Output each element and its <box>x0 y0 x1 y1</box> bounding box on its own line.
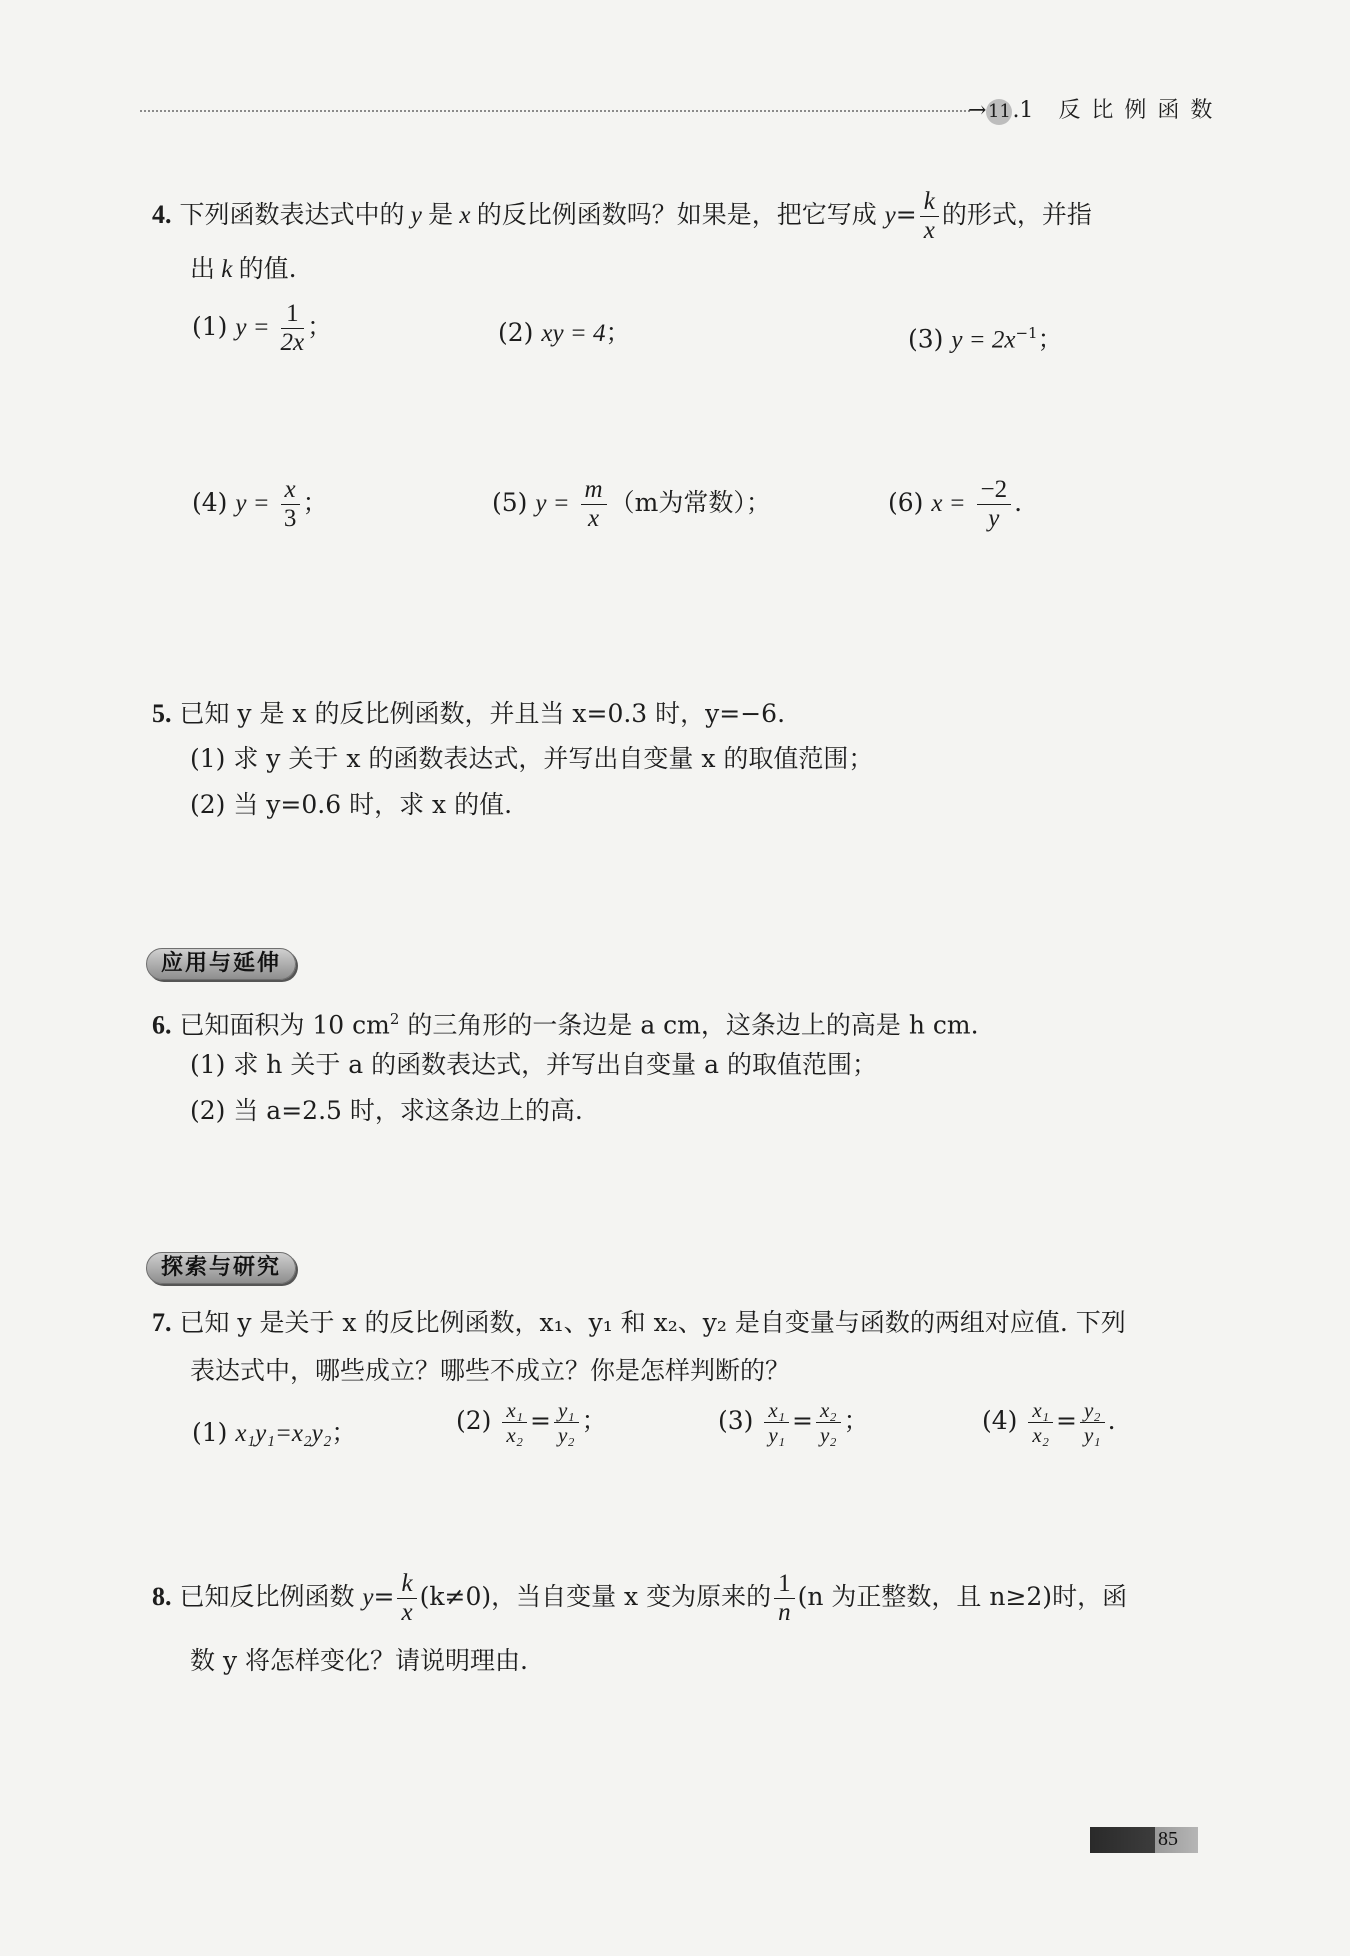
q4-part3: (3) $y = 2x^{-1}$； <box>908 324 1063 354</box>
q4-part5: (5) y = $\frac{m}{x}$ （m为常数）； <box>492 476 771 532</box>
chapter-circle: 11 <box>986 99 1012 125</box>
q6-line1: 6. 已知面积为 10 $cm^2$ 的三角形的一条边是 a cm，这条边上的高是 h cm. <box>152 1010 979 1040</box>
q4-part2: (2) xy = 4； <box>498 318 631 347</box>
q4-part4: (4) y = $\frac{x}{3}$ ； <box>192 476 328 532</box>
page-number: 85 <box>1158 1828 1178 1850</box>
q4-line2: 出 k 的值. <box>190 254 297 283</box>
q5-sub2: (2) 当 y=0.6 时，求 x 的值. <box>190 790 513 819</box>
section-banner-apply: 应用与延伸 <box>146 948 296 980</box>
q8-line2: 数 y 将怎样变化？请说明理由. <box>190 1646 528 1675</box>
arrow-icon: → <box>968 98 987 123</box>
k-over-x: $\frac{k}{x}$ <box>920 188 939 245</box>
q6-sub2: (2) 当 a=2.5 时，求这条边上的高. <box>190 1096 583 1125</box>
q5-line1: 5. 已知 y 是 x 的反比例函数，并且当 x=0.3 时，y=−6. <box>152 699 786 728</box>
section-number: .1 <box>1012 98 1034 123</box>
q8-line1: 8. 已知反比例函数 y= $\frac{k}{x}$ (k≠0)，当自变量 x 变为原来的 $\frac{1}{n}$ (n 为正整数，且 n≥2)时，函 <box>152 1570 1128 1626</box>
chapter-title: 反 比 例 函 数 <box>1058 98 1215 123</box>
q7-part1: (1) x₁y₁=x₂y₂； <box>192 1418 357 1447</box>
q7-line2: 表达式中，哪些成立？哪些不成立？你是怎样判断的？ <box>190 1356 791 1385</box>
q7-part4: (4) $\frac{\text{x₁}}{\text{x₂}}$ = $\frac{\text{y₂}}{\text{y₁}}$ . <box>982 1398 1116 1447</box>
header-rule <box>140 110 970 112</box>
q7-part3: (3) $\frac{\text{x₁}}{\text{y₁}}$ = $\frac{\text{x₂}}{\text{y₂}}$ ； <box>718 1398 869 1447</box>
q7-line1: 7. 已知 y 是关于 x 的反比例函数，x₁、y₁ 和 x₂、y₂ 是自变量与函数的两组对应值. 下列 <box>152 1308 1126 1337</box>
q6-sub1: (1) 求 h 关于 a 的函数表达式，并写出自变量 a 的取值范围； <box>190 1050 877 1079</box>
q4-line1: 4. 下列函数表达式中的 y 是 x 的反比例函数吗？如果是，把它写成 y= $\frac{k}{x}$ 的形式，并指 <box>152 188 1092 244</box>
q7-part2: (2) $\frac{\text{x₁}}{\text{x₂}}$ = $\frac{\text{y₁}}{\text{y₂}}$ ； <box>456 1398 607 1447</box>
q4-part1: (1) y = $\frac{1}{2x}$ ； <box>192 300 333 356</box>
page-number-tab <box>1090 1827 1198 1853</box>
section-banner-explore: 探索与研究 <box>146 1252 296 1284</box>
q5-sub1: (1) 求 y 关于 x 的函数表达式，并写出自变量 x 的取值范围； <box>190 744 874 773</box>
page-header <box>968 94 1214 128</box>
q4-number: 4. <box>152 200 172 229</box>
q4-part6: (6) x = $\frac{-2}{y}$ . <box>888 476 1023 532</box>
